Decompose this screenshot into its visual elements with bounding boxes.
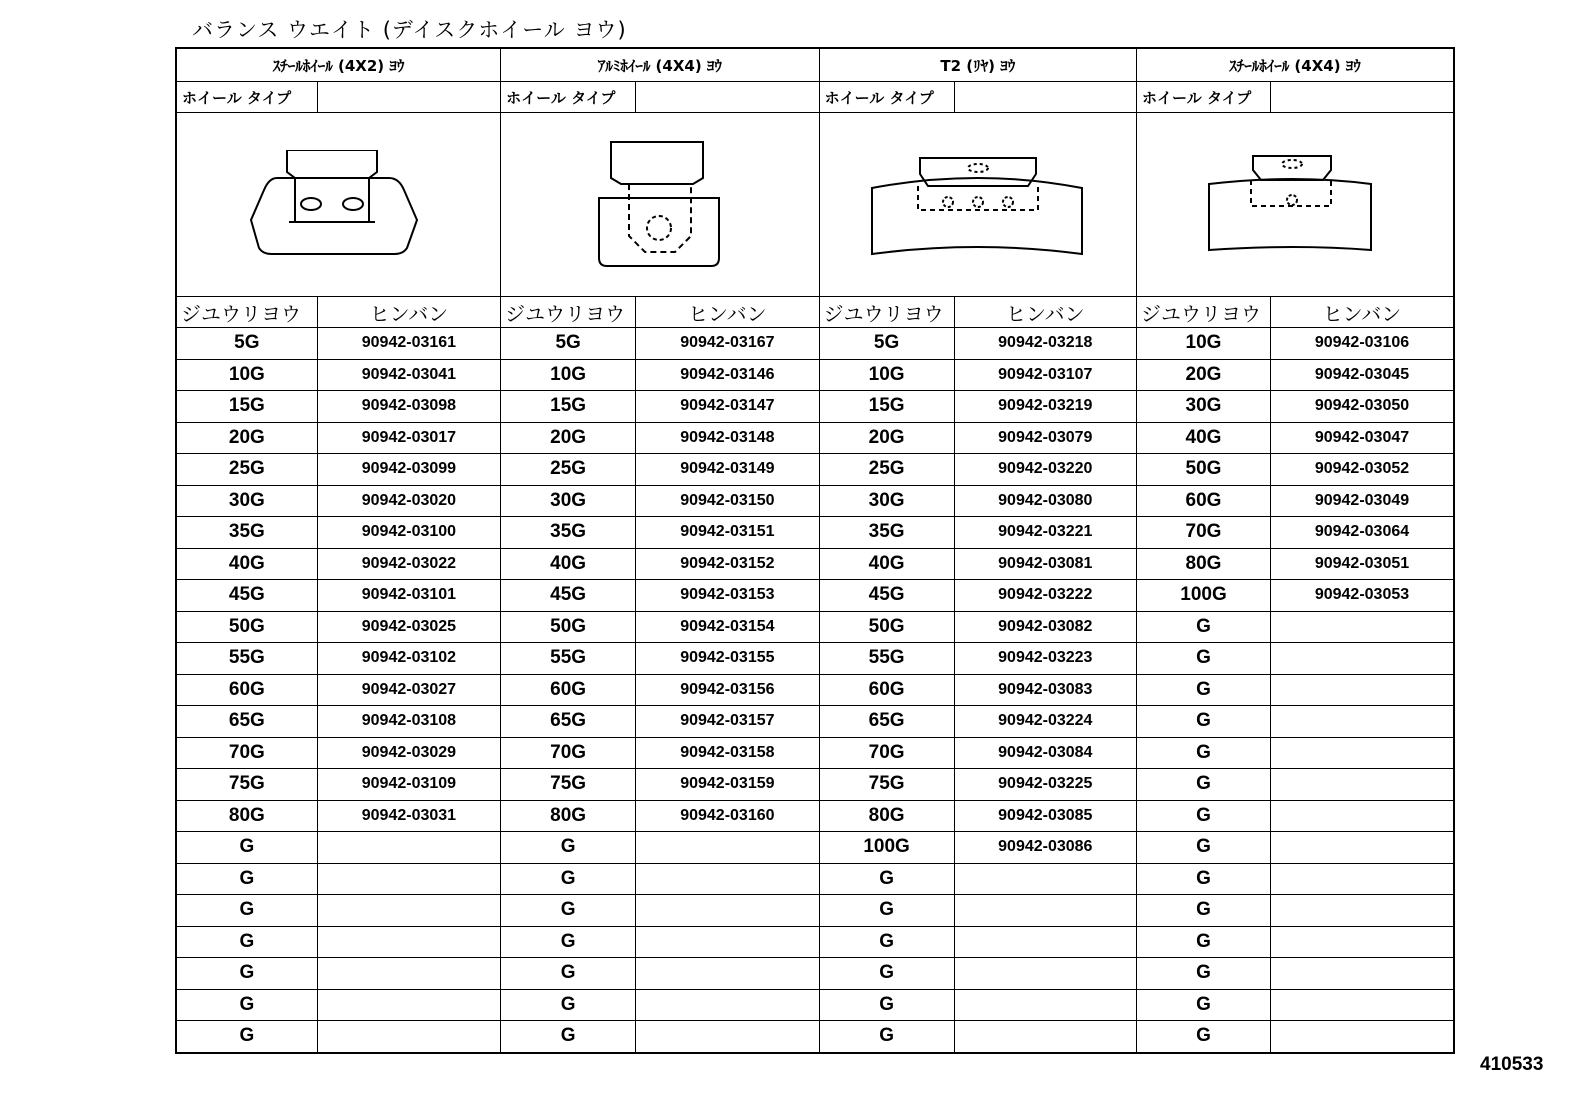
balance-weight-table xyxy=(175,47,1455,1054)
weight-cell: 20G xyxy=(819,422,954,454)
part-number-cell: 90942-03017 xyxy=(317,422,500,454)
part-number-cell: 90942-03156 xyxy=(636,674,819,706)
part-number-cell xyxy=(1270,895,1454,927)
table-row xyxy=(176,328,1454,360)
wheel-type-label: ホイール タイプ xyxy=(176,82,317,113)
part-number-cell: 90942-03159 xyxy=(636,769,819,801)
wheel-type-label: ホイール タイプ xyxy=(501,82,636,113)
weight-column-header: ジユウリヨウ xyxy=(176,297,317,328)
table-row xyxy=(176,989,1454,1021)
part-number-cell: 90942-03100 xyxy=(317,517,500,549)
part-number-cell: 90942-03025 xyxy=(317,611,500,643)
section-heading: ｱﾙﾐﾎｲｰﾙ (4X4) ﾖｳ xyxy=(501,48,819,82)
part-number-cell: 90942-03050 xyxy=(1270,391,1454,423)
part-number-cell: 90942-03027 xyxy=(317,674,500,706)
part-number-cell: 90942-03047 xyxy=(1270,422,1454,454)
section-heading: ｽﾁｰﾙﾎｲｰﾙ (4X2) ﾖｳ xyxy=(176,48,501,82)
weight-cell: 15G xyxy=(501,391,636,423)
weight-rows xyxy=(176,328,1454,1053)
part-number-cell: 90942-03153 xyxy=(636,580,819,612)
part-number-cell: 90942-03098 xyxy=(317,391,500,423)
weight-cell: G xyxy=(176,832,317,864)
part-number-cell xyxy=(317,958,500,990)
part-number-cell: 90942-03160 xyxy=(636,800,819,832)
table-row xyxy=(176,548,1454,580)
weight-cell: 10G xyxy=(819,359,954,391)
weight-cell: 40G xyxy=(1137,422,1271,454)
part-number-cell xyxy=(1270,643,1454,675)
weight-cell: 70G xyxy=(501,737,636,769)
weight-cell: 15G xyxy=(176,391,317,423)
part-number-cell xyxy=(636,1021,819,1053)
weight-cell: 50G xyxy=(1137,454,1271,486)
table-row xyxy=(176,769,1454,801)
steel-4x2-weight-diagram xyxy=(176,113,501,297)
weight-cell: G xyxy=(501,1021,636,1053)
page-title: バランス ウエイト (デイスクホイール ヨウ) xyxy=(192,18,627,42)
weight-cell: G xyxy=(1137,926,1271,958)
weight-cell: G xyxy=(176,863,317,895)
part-number-cell: 90942-03086 xyxy=(954,832,1136,864)
weight-cell: 15G xyxy=(819,391,954,423)
part-number-cell xyxy=(636,926,819,958)
part-number-cell xyxy=(317,1021,500,1053)
weight-column-header: ジユウリヨウ xyxy=(501,297,636,328)
weight-cell: 50G xyxy=(501,611,636,643)
table-row xyxy=(176,832,1454,864)
weight-cell: 55G xyxy=(819,643,954,675)
weight-cell: G xyxy=(501,863,636,895)
weight-cell: 45G xyxy=(501,580,636,612)
part-number-cell xyxy=(1270,706,1454,738)
part-number-column-header: ヒンバン xyxy=(636,297,819,328)
part-number-cell xyxy=(954,989,1136,1021)
part-number-cell: 90942-03148 xyxy=(636,422,819,454)
weight-cell: G xyxy=(501,989,636,1021)
weight-cell: G xyxy=(819,989,954,1021)
part-number-cell: 90942-03219 xyxy=(954,391,1136,423)
part-number-cell: 90942-03147 xyxy=(636,391,819,423)
part-number-cell: 90942-03064 xyxy=(1270,517,1454,549)
weight-cell: G xyxy=(1137,989,1271,1021)
part-number-cell: 90942-03220 xyxy=(954,454,1136,486)
wheel-type-value xyxy=(954,82,1136,113)
weight-cell: 80G xyxy=(1137,548,1271,580)
document-number: 410533 xyxy=(1480,1054,1544,1075)
part-number-cell: 90942-03082 xyxy=(954,611,1136,643)
weight-cell: G xyxy=(176,926,317,958)
part-number-cell xyxy=(317,832,500,864)
part-number-cell: 90942-03022 xyxy=(317,548,500,580)
weight-cell: 80G xyxy=(501,800,636,832)
weight-cell: G xyxy=(819,926,954,958)
table-row xyxy=(176,485,1454,517)
part-number-cell xyxy=(317,989,500,1021)
table-row xyxy=(176,863,1454,895)
alloy-4x4-weight-diagram xyxy=(501,113,819,297)
part-number-cell: 90942-03225 xyxy=(954,769,1136,801)
part-number-cell xyxy=(317,926,500,958)
weight-cell: 35G xyxy=(819,517,954,549)
weight-cell: G xyxy=(1137,643,1271,675)
weight-cell: 20G xyxy=(176,422,317,454)
part-number-cell xyxy=(1270,1021,1454,1053)
section-heading-row xyxy=(176,48,1454,82)
part-number-cell: 90942-03222 xyxy=(954,580,1136,612)
weight-cell: 40G xyxy=(819,548,954,580)
weight-cell: 75G xyxy=(176,769,317,801)
part-number-cell xyxy=(1270,769,1454,801)
part-number-cell: 90942-03053 xyxy=(1270,580,1454,612)
weight-cell: 10G xyxy=(501,359,636,391)
t2-rear-weight-diagram xyxy=(819,113,1136,297)
part-number-cell xyxy=(1270,800,1454,832)
part-number-cell: 90942-03041 xyxy=(317,359,500,391)
weight-cell: 25G xyxy=(501,454,636,486)
part-number-cell xyxy=(1270,737,1454,769)
weight-cell: 5G xyxy=(819,328,954,360)
part-number-cell: 90942-03109 xyxy=(317,769,500,801)
weight-cell: 40G xyxy=(501,548,636,580)
weight-cell: G xyxy=(501,895,636,927)
part-number-cell xyxy=(317,895,500,927)
part-number-cell: 90942-03157 xyxy=(636,706,819,738)
weight-cell: 60G xyxy=(501,674,636,706)
weight-cell: G xyxy=(1137,1021,1271,1053)
weight-cell: G xyxy=(176,958,317,990)
weight-cell: 45G xyxy=(819,580,954,612)
table-row xyxy=(176,454,1454,486)
part-number-cell: 90942-03149 xyxy=(636,454,819,486)
part-number-cell: 90942-03102 xyxy=(317,643,500,675)
weight-cell: 45G xyxy=(176,580,317,612)
column-header-row xyxy=(176,297,1454,328)
table-row xyxy=(176,611,1454,643)
table-row xyxy=(176,1021,1454,1053)
table-row xyxy=(176,359,1454,391)
weight-cell: 30G xyxy=(819,485,954,517)
part-number-cell: 90942-03161 xyxy=(317,328,500,360)
part-number-cell xyxy=(954,895,1136,927)
weight-cell: 30G xyxy=(501,485,636,517)
part-number-cell: 90942-03218 xyxy=(954,328,1136,360)
part-number-cell: 90942-03151 xyxy=(636,517,819,549)
table-row xyxy=(176,800,1454,832)
part-number-cell xyxy=(954,926,1136,958)
weight-cell: 100G xyxy=(819,832,954,864)
weight-cell: 75G xyxy=(501,769,636,801)
part-number-cell: 90942-03154 xyxy=(636,611,819,643)
weight-cell: G xyxy=(819,1021,954,1053)
weight-cell: G xyxy=(501,832,636,864)
part-number-cell: 90942-03052 xyxy=(1270,454,1454,486)
table-row xyxy=(176,737,1454,769)
weight-cell: G xyxy=(1137,737,1271,769)
weight-cell: G xyxy=(501,958,636,990)
table-row xyxy=(176,958,1454,990)
part-number-cell xyxy=(954,1021,1136,1053)
part-number-cell xyxy=(636,863,819,895)
weight-cell: 60G xyxy=(176,674,317,706)
weight-cell: G xyxy=(819,958,954,990)
part-number-cell: 90942-03081 xyxy=(954,548,1136,580)
weight-column-header: ジユウリヨウ xyxy=(1137,297,1271,328)
table-row xyxy=(176,517,1454,549)
part-number-cell xyxy=(636,989,819,1021)
weight-cell: 60G xyxy=(819,674,954,706)
weight-cell: 40G xyxy=(176,548,317,580)
weight-cell: 70G xyxy=(176,737,317,769)
wheel-type-row xyxy=(176,82,1454,113)
weight-cell: 35G xyxy=(501,517,636,549)
weight-cell: 70G xyxy=(819,737,954,769)
part-number-cell: 90942-03085 xyxy=(954,800,1136,832)
weight-cell: G xyxy=(819,863,954,895)
weight-cell: 50G xyxy=(176,611,317,643)
weight-cell: G xyxy=(1137,895,1271,927)
part-number-column-header: ヒンバン xyxy=(954,297,1136,328)
part-number-cell xyxy=(1270,611,1454,643)
weight-cell: G xyxy=(1137,863,1271,895)
table-row xyxy=(176,706,1454,738)
part-number-cell xyxy=(636,958,819,990)
weight-cell: G xyxy=(1137,769,1271,801)
table-row xyxy=(176,674,1454,706)
part-number-cell xyxy=(636,832,819,864)
table-row xyxy=(176,895,1454,927)
weight-cell: 25G xyxy=(819,454,954,486)
steel-4x4-weight-diagram xyxy=(1137,113,1454,297)
part-number-cell: 90942-03146 xyxy=(636,359,819,391)
diagram-row xyxy=(176,113,1454,297)
part-number-cell xyxy=(1270,958,1454,990)
weight-cell: G xyxy=(1137,958,1271,990)
part-number-cell xyxy=(317,863,500,895)
table-row xyxy=(176,580,1454,612)
table-row xyxy=(176,391,1454,423)
weight-cell: 75G xyxy=(819,769,954,801)
part-number-cell xyxy=(1270,832,1454,864)
wheel-type-value xyxy=(636,82,819,113)
weight-cell: G xyxy=(1137,674,1271,706)
weight-cell: 25G xyxy=(176,454,317,486)
part-number-cell xyxy=(1270,674,1454,706)
part-number-cell: 90942-03167 xyxy=(636,328,819,360)
part-number-cell xyxy=(1270,926,1454,958)
part-number-cell: 90942-03049 xyxy=(1270,485,1454,517)
weight-cell: 55G xyxy=(176,643,317,675)
part-number-cell: 90942-03107 xyxy=(954,359,1136,391)
part-number-cell: 90942-03152 xyxy=(636,548,819,580)
part-number-cell: 90942-03045 xyxy=(1270,359,1454,391)
weight-cell: G xyxy=(1137,611,1271,643)
part-number-cell: 90942-03108 xyxy=(317,706,500,738)
part-number-cell xyxy=(1270,989,1454,1021)
weight-cell: G xyxy=(1137,706,1271,738)
weight-cell: G xyxy=(1137,800,1271,832)
part-number-cell xyxy=(636,895,819,927)
part-number-cell: 90942-03079 xyxy=(954,422,1136,454)
weight-cell: 10G xyxy=(176,359,317,391)
part-number-cell: 90942-03029 xyxy=(317,737,500,769)
part-number-cell: 90942-03106 xyxy=(1270,328,1454,360)
weight-cell: 20G xyxy=(1137,359,1271,391)
part-number-cell: 90942-03158 xyxy=(636,737,819,769)
weight-cell: G xyxy=(176,1021,317,1053)
part-number-cell: 90942-03224 xyxy=(954,706,1136,738)
wheel-type-value xyxy=(317,82,500,113)
part-number-column-header: ヒンバン xyxy=(1270,297,1454,328)
part-number-cell: 90942-03101 xyxy=(317,580,500,612)
wheel-type-label: ホイール タイプ xyxy=(819,82,954,113)
part-number-cell: 90942-03051 xyxy=(1270,548,1454,580)
wheel-type-label: ホイール タイプ xyxy=(1137,82,1271,113)
part-number-cell: 90942-03031 xyxy=(317,800,500,832)
weight-column-header: ジユウリヨウ xyxy=(819,297,954,328)
table-row xyxy=(176,926,1454,958)
section-heading: ｽﾁｰﾙﾎｲｰﾙ (4X4) ﾖｳ xyxy=(1137,48,1454,82)
weight-cell: 60G xyxy=(1137,485,1271,517)
weight-cell: 10G xyxy=(1137,328,1271,360)
part-number-cell: 90942-03099 xyxy=(317,454,500,486)
weight-cell: 30G xyxy=(176,485,317,517)
part-number-cell xyxy=(954,863,1136,895)
weight-cell: 70G xyxy=(1137,517,1271,549)
weight-cell: 20G xyxy=(501,422,636,454)
weight-cell: 65G xyxy=(819,706,954,738)
weight-cell: 100G xyxy=(1137,580,1271,612)
weight-cell: 5G xyxy=(501,328,636,360)
part-number-cell: 90942-03155 xyxy=(636,643,819,675)
wheel-type-value xyxy=(1270,82,1454,113)
table-row xyxy=(176,643,1454,675)
weight-cell: 80G xyxy=(819,800,954,832)
weight-cell: G xyxy=(501,926,636,958)
section-heading: T2 (ﾘﾔ) ﾖｳ xyxy=(819,48,1136,82)
weight-cell: 30G xyxy=(1137,391,1271,423)
part-number-cell xyxy=(1270,863,1454,895)
weight-cell: G xyxy=(176,895,317,927)
part-number-cell: 90942-03084 xyxy=(954,737,1136,769)
weight-cell: 65G xyxy=(176,706,317,738)
part-number-cell: 90942-03080 xyxy=(954,485,1136,517)
part-number-column-header: ヒンバン xyxy=(317,297,500,328)
part-number-cell: 90942-03020 xyxy=(317,485,500,517)
weight-cell: 55G xyxy=(501,643,636,675)
weight-cell: G xyxy=(819,895,954,927)
part-number-cell: 90942-03083 xyxy=(954,674,1136,706)
part-number-cell: 90942-03221 xyxy=(954,517,1136,549)
weight-cell: 5G xyxy=(176,328,317,360)
weight-cell: G xyxy=(1137,832,1271,864)
weight-cell: 80G xyxy=(176,800,317,832)
table-row xyxy=(176,422,1454,454)
weight-cell: 35G xyxy=(176,517,317,549)
weight-cell: 50G xyxy=(819,611,954,643)
part-number-cell: 90942-03223 xyxy=(954,643,1136,675)
part-number-cell xyxy=(954,958,1136,990)
part-number-cell: 90942-03150 xyxy=(636,485,819,517)
weight-cell: G xyxy=(176,989,317,1021)
weight-cell: 65G xyxy=(501,706,636,738)
